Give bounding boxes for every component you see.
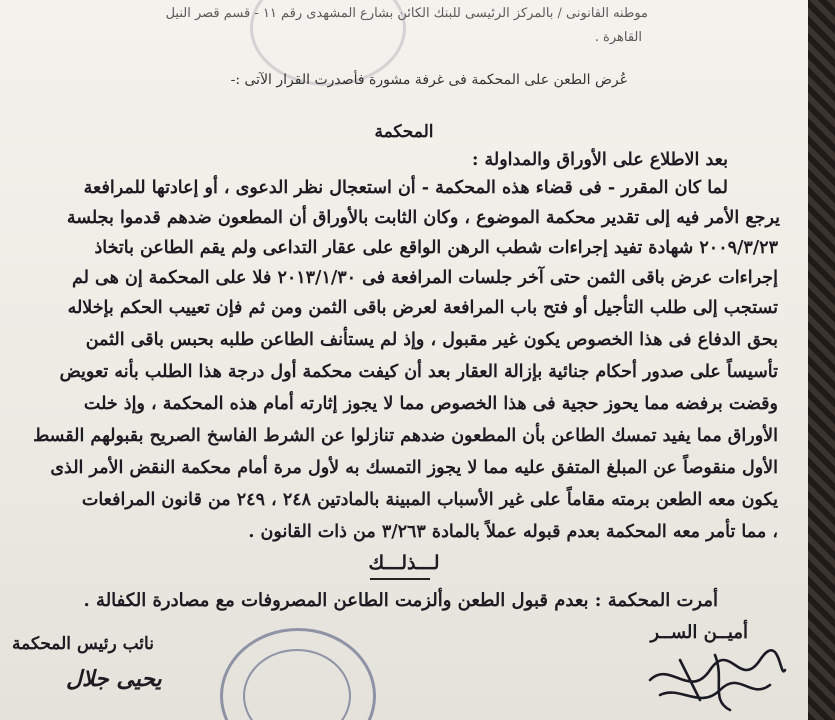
body-line: لما كان المقرر - فى قضاء هذه المحكمة - أن استعجال نظر الدعوى ، أو إعادتها للمرافعة: [83, 178, 728, 198]
secretary-title: أميــن الســر: [650, 622, 748, 643]
body-line: إجراءات عرض باقى الثمن حتى آخر جلسات المرافعة فى ٢٠١٣/١/٣٠ فلا على المحكمة إن هى لم: [71, 268, 778, 288]
header-address-line: موطنه القانونى / بالمركز الرئيسى للبنك الكائن بشارع المشهدى رقم ١١ - قسم قصر النيل: [165, 6, 648, 21]
after-review-line: بعد الاطلاع على الأوراق والمداولة :: [471, 150, 728, 170]
body-line: وقضت برفضه مما يحوز حجية فى هذا الخصوص مما لا يجوز إثارته أمام هذه المحكمة ، وإذ خلت: [83, 394, 778, 414]
body-line: الأول منقوصاً عن المبلغ المتفق عليه مما لا يجوز التمسك به لأول مرة أمام محكمة النقض الأمر الذى: [50, 458, 778, 478]
secretary-signature: [640, 640, 790, 720]
body-line: ، مما تأمر معه المحكمة بعدم قبوله عملاً بالمادة ٣/٢٦٣ من ذات القانون .: [248, 522, 778, 542]
body-line: تأسيساً على صدور أحكام جنائية بإزالة العقار بعد أن كيفت محكمة أول درجة هذا الطلب بأنه تعويض: [59, 362, 778, 382]
decision-line: أمرت المحكمة : بعدم قبول الطعن وألزمت الطاعن المصروفات مع مصادرة الكفالة .: [83, 590, 718, 611]
body-line: ٢٠٠٩/٣/٢٣ شهادة تفيد إجراءات شطب الرهن الواقع على عقار التداعى ولم يقم الطاعن باتخاذ: [94, 238, 778, 258]
court-seal: [220, 628, 376, 720]
body-line: يكون معه الطعن برمته مقاماً على غير الأسباب المبينة بالمادتين ٢٤٨ ، ٢٤٩ من قانون المرافعات: [81, 490, 778, 510]
deputy-name: يحيى جلال: [66, 666, 162, 692]
body-line: بحق الدفاع فى هذا الخصوص يكون غير مقبول ، وإذ لم يستأنف الطاعن طلبه بحبس باقى الثمن: [85, 330, 778, 350]
header-city-line: القاهرة .: [594, 30, 642, 45]
body-line: الأوراق مما يفيد تمسك الطاعن بأن المطعون ضدهم تنازلوا عن الشرط الفاسخ الصريح بقبولهم القسط: [33, 426, 778, 446]
court-heading: المحكمة: [374, 122, 434, 142]
body-line: تستجب إلى طلب التأجيل أو فتح باب المرافعة لعرض باقى الثمن ومن ثم فإن تعييب الحكم بإخلاله: [67, 298, 778, 318]
body-line: يرجع الأمر فيه إلى تقدير محكمة الموضوع ، وكان الثابت بالأوراق أن المطعون ضدهم قدموا بجلسة: [66, 208, 780, 228]
therefore-heading: لـــذلـــك: [368, 552, 440, 574]
court-seal-inner-ring: [243, 649, 351, 720]
heading-underline: [370, 578, 430, 580]
intro-line: عُرض الطعن على المحكمة فى غرفة مشورة فأصدرت القرار الآتى :-: [230, 72, 628, 88]
deputy-title: نائب رئيس المحكمة: [12, 634, 154, 654]
background-fabric: [808, 0, 835, 720]
